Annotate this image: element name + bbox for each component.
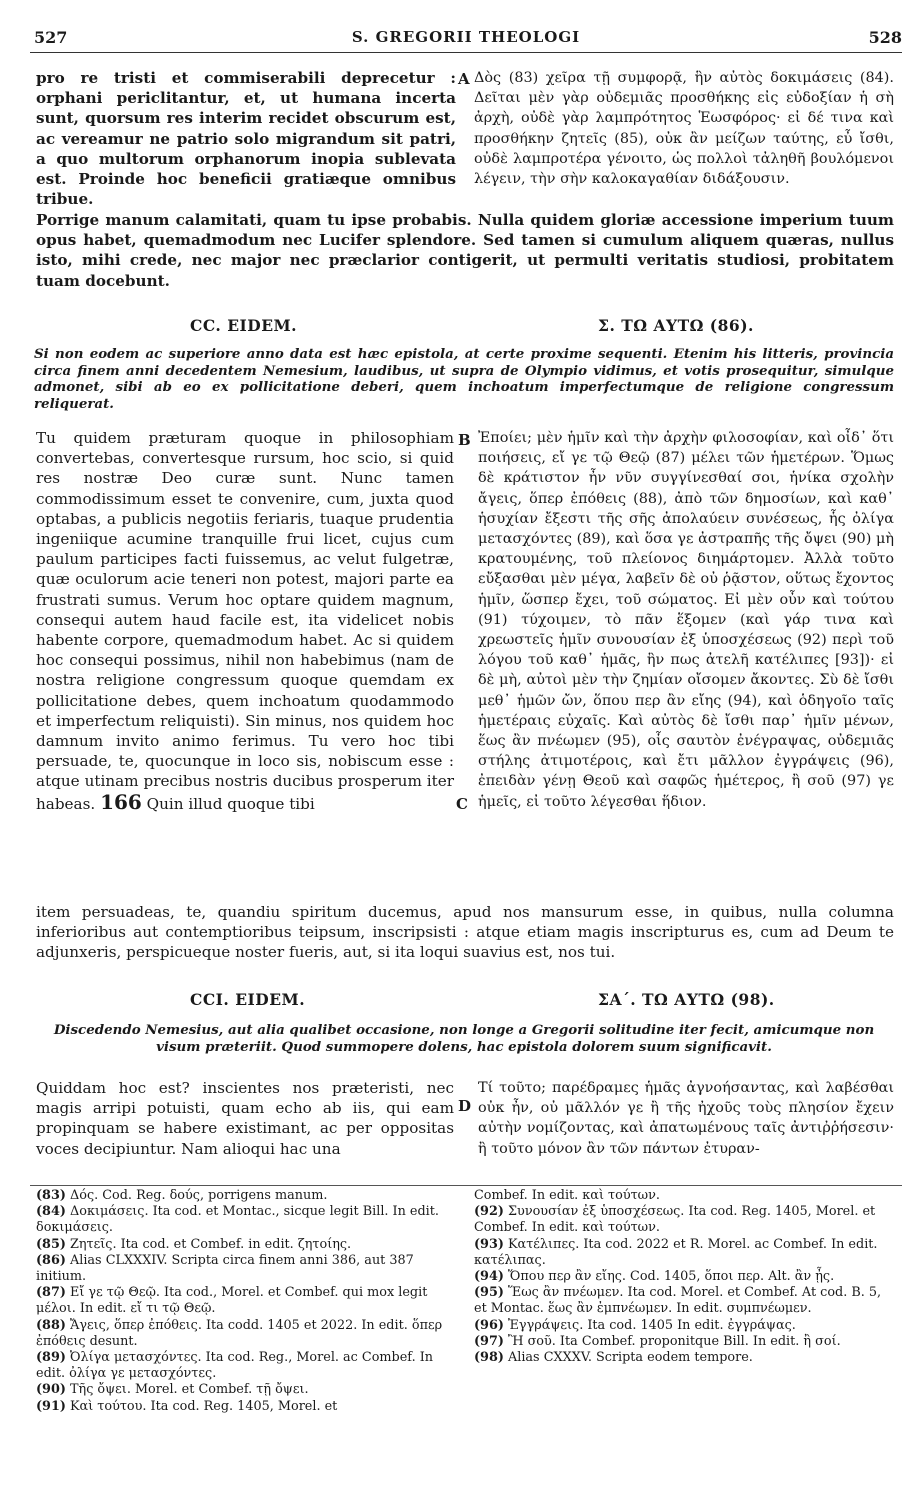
page-number-left: 527 <box>34 28 68 47</box>
footnote <box>474 1285 894 1317</box>
footnote-text: Ἢ σοῦ. Ita Combef. proponitque Bill. In edit. ἢ σοί. <box>508 1333 841 1349</box>
page-number-right: 528 <box>868 28 902 47</box>
footnote-number: (93) <box>474 1236 504 1252</box>
letter-cci-summary: Discedendo Nemesius, aut alia qualibet occasione, non longe a Gregorii solitudine iter fecit, amicumque non visum præteriit. Quod summopere dolens, hac epistola dolorem suum significavit. <box>53 1022 875 1055</box>
footnote-text: Δός. Cod. Reg. δούς, porrigens manum. <box>70 1188 328 1203</box>
letter-cc-summary: Si non eodem ac superiore anno data est hæc epistola, at certe proxime sequenti. Etenim his litteris, provincia circa finem anni decedentem Nemesium, laudibus, ut supra de Olympio vidimus, et votis prosequitur, simulque admonet, sibi ab eo ex pollicitatione deberi, quem inchoatum imperfectumque de religione congressum reliquerat. <box>34 346 894 412</box>
letter-cc-latin-heading: CC. EIDEM. <box>190 316 298 335</box>
footnote <box>36 1188 446 1204</box>
letter-cc-greek-heading: Σ. ΤΩ ΑΥΤΩ (86). <box>598 316 754 335</box>
letter-cci-greek-text: Τί τοῦτο; παρέδραμες ἡμᾶς ἀγνοήσαντας, καὶ λαβέσθαι οὐκ ἦν, οὐ μᾶλλόν γε ἢ τῆς ἠχοῦς τοὺς πλησίον ἔχειν αὐτὴν νομίζοντας, καὶ ἀπατωμένους ταῖς ἀντιῤῥήσεσιν· ἢ τοῦτο μόνον ἂν τῶν πάντων ἐτυραν- <box>478 1080 894 1157</box>
letter-cc-latin-tail: Quin illud quoque tibi <box>146 794 315 813</box>
footnote-number: (87) <box>36 1285 66 1301</box>
footnote <box>36 1350 446 1382</box>
footnote-text: Ἄγεις, ὅπερ ἐπόθεις. Ita codd. 1405 et 2022. In edit. ὅπερ ἐπόθεις desunt. <box>36 1317 443 1349</box>
footnote <box>474 1269 894 1285</box>
footnote <box>36 1285 446 1317</box>
footnote-text: Τῆς ὄψει. Morel. et Combef. τῇ ὄψει. <box>70 1382 309 1398</box>
footnote <box>474 1237 894 1269</box>
letter-cc-greek-text: Ἐποίει; μὲν ἡμῖν καὶ τὴν ἀρχὴν φιλοσοφίαν, καὶ οἶδ᾽ ὅτι ποιήσεις, εἴ γε τῷ Θεῷ (87) μέλει τῶν ἡμετέρων. Ὅμως δὲ κράτιστον ἦν νῦν συγγίνεσθαί σοι, ἡνίκα σχολὴν ἄγεις, ὅπερ ἐπόθεις (88), ἀπὸ τῶν δημοσίων, καὶ καθ᾽ ἡσυχίαν ἔξεστι τῆς σῆς ἀπολαύειν συνέσεως, ἧς ὀλίγα μετασχόντες (89), καὶ ὅσα γε ἀστραπῆς τῆς ὄψει (90) μὴ κρατουμένης, τοῦ πλείονος διημάρτομεν. Ἀλλὰ τοῦτο εὔξασθαι μὲν μέγα, λαβεῖν δὲ οὐ ῥᾷστον, οὕτως ἔχοντος ἡμῖν, ὥσπερ ἔχει, τοῦ σώματος. Εἰ μὲν οὖν καὶ τούτου (91) τύχοιμεν, τὸ πᾶν ἕξομεν (καὶ γάρ τινα καὶ χρεωστεῖς ἡμῖν συνουσίαν ἐξ ὑποσχέσεως (92) περὶ τοῦ λόγου τοῦ καθ᾽ ἡμᾶς, ἣν πως ἀτελῆ κατέλιπες [93])· εἰ δὲ μὴ, αὐτοὶ μὲν τὴν ζημίαν οἴσομεν ἄκοντες. Σὺ δὲ ἴσθι μεθ᾽ ἡμῶν ὤν, ὅπου περ ἂν εἴης (94), καὶ ὁδηγοῖο ταῖς ἡμετέραις εὐχαῖς. Καὶ αὐτὸς δὲ ἴσθι παρ᾽ ἡμῖν μένων, ἕως ἂν πνέωμεν (95), οἷς σαυτὸν ἐνέγραψας, οὐδεμιᾶς στήλης ἀτιμοτέροις, καὶ ἔτι μᾶλλον ἐγγράψεις (96), ἐπειδὰν γένῃ Θεοῦ καὶ σαφῶς ἡμέτερος, ἢ σοῦ (97) γε ἡμεῖς, εἰ τοῦτο λέγεσθαι ἥδιον. <box>478 430 894 810</box>
letter-cc-latin-column <box>36 428 454 814</box>
margin-letter-c: C <box>456 795 468 813</box>
margin-letter-b: B <box>458 431 471 449</box>
top-full-width-text <box>36 210 894 291</box>
footnote-text: Ἕως ἂν πνέωμεν. Ita cod. Morel. et Combef. At cod. B. 5, et Montac. ἕως ἂν ἐμπνέωμεν. In edit. συμπνέωμεν. <box>474 1285 882 1317</box>
footnote-number: (85) <box>36 1236 66 1252</box>
footnote-number: (89) <box>36 1350 66 1366</box>
footnote <box>474 1318 894 1334</box>
footnote <box>36 1399 446 1415</box>
page-marker-166: 166 <box>100 789 142 814</box>
footnote <box>36 1318 446 1350</box>
footnote-text: Ζητεῖς. Ita cod. et Combef. in edit. ζητοίης. <box>70 1236 352 1252</box>
letter-cc-greek-column <box>478 428 894 812</box>
footnote-number: (84) <box>36 1204 66 1220</box>
letter-cc-full-text: item persuadeas, te, quandiu spiritum ducemus, apud nos mansurum esse, in quibus, nulla columna inferioribus aut contemptioribus teipsum, inscripsisti : atque etiam magis inscripturus es, cum ad Deum te adjunxeris, perspicueque noster fueris, aut, si ita loqui suavius est, nos tui. <box>36 903 894 962</box>
footnote-text: Κατέλιπες. Ita cod. 2022 et R. Morel. ac Combef. In edit. κατέλιπας. <box>474 1236 878 1268</box>
top-latin-text: pro re tristi et commiserabili deprecetur : orphani periclitantur, et, ut humana incerta sunt, quorsum res interim recidet obscurum est, ac vereamur ne patrio solo migrandum sit patri, a quo multorum orphanorum inopia sublevata est. Proinde hoc beneficii gratiæque omnibus tribue. <box>36 69 456 209</box>
footnote-text: Δοκιμάσεις. Ita cod. et Montac., sicque legit Bill. In edit. δοκιμάσεις. <box>36 1204 439 1236</box>
top-latin-column <box>36 68 456 209</box>
footnote-number: (83) <box>36 1188 66 1203</box>
top-greek-column <box>474 68 894 189</box>
footnote-number: (96) <box>474 1317 504 1333</box>
footnote-number: (90) <box>36 1382 66 1398</box>
footnote-number: (97) <box>474 1333 504 1349</box>
footnote-number: (98) <box>474 1350 504 1366</box>
letter-cci-latin-column <box>36 1078 454 1159</box>
letter-cc-latin-paragraph <box>36 428 454 814</box>
footnote <box>36 1253 446 1285</box>
letter-cci-greek-column <box>478 1078 894 1159</box>
letter-cci-latin-text: Quiddam hoc est? inscientes nos præteristi, nec magis arripi potuisti, quam echo ab iis, qui eam propinquam se habere existimant, ac per oppositas voces decipiuntur. Nam alioqui hac una <box>36 1079 454 1158</box>
margin-letter-a: A <box>458 70 470 88</box>
footnote <box>474 1204 894 1236</box>
footnote-text: Ὅπου περ ἂν εἴης. Cod. 1405, ὅποι περ. Alt. ἂν ᾖς. <box>508 1269 835 1285</box>
footnote-number: (88) <box>36 1317 66 1333</box>
letter-cc-full-width <box>36 902 894 963</box>
footnote <box>36 1237 446 1253</box>
top-greek-text: Δὸς (83) χεῖρα τῇ συμφορᾷ, ἣν αὐτὸς δοκιμάσεις (84). Δεῖται μὲν γὰρ οὐδεμιᾶς προσθήκης εἰς εὐδοξίαν ἡ σὴ ἀρχὴ, οὐδὲ γὰρ λαμπρότητος Ἑωσφόρος· εἰ δέ τινα καὶ προσθήκην ζητεῖς (85), οὐκ ἂν μείζων ταύτης, εὖ ἴσθι, οὐδὲ λαμπροτέρα γένοιτο, ὡς πολλοὶ τἀληθῆ βουλόμενοι λέγειν, τὴν σὴν καλοκαγαθίαν διδάξουσιν. <box>474 70 894 188</box>
footnote <box>36 1382 446 1398</box>
footnote-text: Ἐγγράψεις. Ita cod. 1405 In edit. ἐγγράψας. <box>508 1317 796 1333</box>
footnote-number: (95) <box>474 1285 504 1301</box>
footnote-text: Alias CXXXV. Scripta eodem tempore. <box>508 1350 753 1366</box>
letter-cc-latin-text: Tu quidem præturam quoque in philosophiam convertebas, convertesque rursum, hoc scio, si quid res nostræ Deo curæ sunt. Nunc tamen commodissimum esset te convenire, cum, juxta quod optabas, a publicis negotiis feriaris, tuaque prudentia ingeniique acumine tranquille frui licet, cujus cum paulum participes facti fuissemus, ac velut fulgetræ, quæ oculorum acie teneri non potest, majori parte ea frustrati sumus. Verum hoc optare quidem magnum, consequi autem haud facile est, ita videlicet nobis habente corpore, quemadmodum habet. Ac si quidem hoc consequi possimus, nihil non habebimus (nam de nostra religione congressum quoque quemdam ex pollicitatione debes, quem inchoatum quodammodo et imperfectum reliquisti). Sin minus, nos quidem hoc damnum invito animo ferimus. Tu vero hoc tibi persuade, te, quocunque in loco sis, nobiscum esse : atque utinam precibus nostris ducibus prosperum iter habeas. <box>36 429 454 813</box>
notes-right-column <box>474 1188 894 1366</box>
footnote-number: (94) <box>474 1269 504 1285</box>
footnote-number: (86) <box>36 1252 66 1268</box>
footnote-text: Καὶ τούτου. Ita cod. Reg. 1405, Morel. et <box>70 1398 338 1414</box>
notes-rule <box>30 1185 902 1186</box>
footnote <box>474 1188 894 1204</box>
footnote-text: Εἴ γε τῷ Θεῷ. Ita cod., Morel. et Combef. qui mox legit μέλοι. In edit. εἴ τι τῷ Θεῷ. <box>36 1285 428 1317</box>
margin-letter-d: D <box>458 1097 472 1115</box>
top-full-text: Porrige manum calamitati, quam tu ipse probabis. Nulla quidem gloriæ accessione imperium tuum opus habet, quemadmodum nec Lucifer splendore. Sed tamen si cumulum aliquem quæras, nullus isto, mihi crede, nec major nec præclarior contigerit, ut permulti veritatis studiosi, probitatem tuam docebunt. <box>36 211 894 290</box>
footnote-text: Combef. In edit. καὶ τούτων. <box>474 1188 660 1203</box>
footnote <box>474 1334 894 1350</box>
letter-cci-greek-heading: ΣΑ΄. ΤΩ ΑΥΤΩ (98). <box>598 990 775 1009</box>
running-head <box>30 28 902 50</box>
letter-cci-latin-heading: CCI. EIDEM. <box>190 990 306 1009</box>
footnote <box>36 1204 446 1236</box>
footnote-text: Alias CLXXXIV. Scripta circa finem anni 386, aut 387 initium. <box>36 1252 414 1285</box>
footnote-text: Συνουσίαν ἐξ ὑποσχέσεως. Ita cod. Reg. 1405, Morel. et Combef. In edit. καὶ τούτων. <box>474 1204 876 1236</box>
footnote-number: (92) <box>474 1204 504 1220</box>
footnote <box>474 1350 894 1366</box>
notes-left-column <box>36 1188 446 1415</box>
running-title: S. GREGORII THEOLOGI <box>351 28 581 46</box>
header-rule <box>30 52 902 53</box>
footnote-number: (91) <box>36 1398 66 1414</box>
footnote-text: Ὀλίγα μετασχόντες. Ita cod. Reg., Morel. ac Combef. In edit. ὀλίγα γε μετασχόντες. <box>36 1350 434 1382</box>
